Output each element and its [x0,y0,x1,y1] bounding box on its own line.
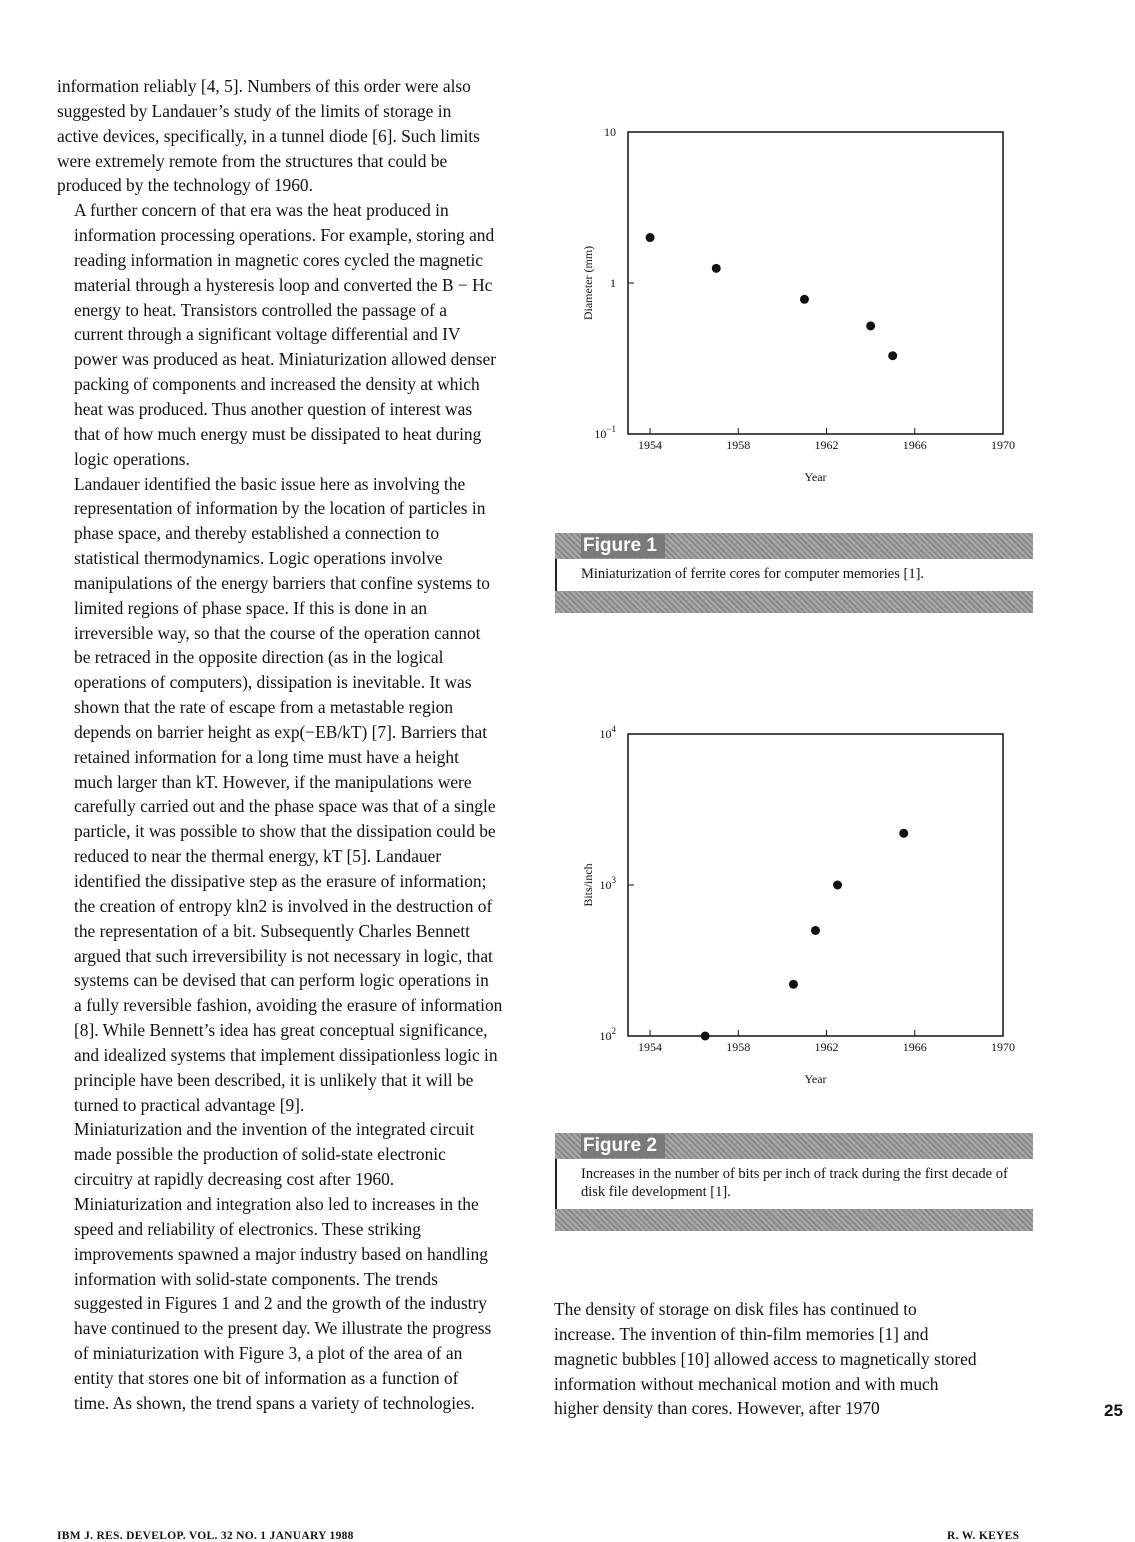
text-line: circuitry at rapidly decreasing cost after 1960. [74,1169,395,1190]
text-line: that of how much energy must be dissipated to heat during [74,423,482,444]
text-line: higher density than cores. However, after 1970 [554,1398,880,1419]
text-line: made possible the production of solid-state electronic [74,1144,446,1165]
y-tick-exponent: 4 [611,724,616,734]
figure-1-caption: Miniaturization of ferrite cores for computer memories [1]. [555,559,1033,591]
text-line: manipulations of the energy barriers that confine systems to [74,572,490,593]
body-paragraph [57,472,533,1118]
text-line: carefully carried out and the phase space was that of a single [74,796,496,817]
y-axis-label: Diameter (mm) [581,245,595,321]
text-line: time. As shown, the trend spans a variety of technologies. [74,1392,475,1413]
journal-footer: IBM J. RES. DEVELOP. VOL. 32 NO. 1 JANUARY 1988 [57,1530,354,1542]
y-tick-label [610,276,616,290]
text-line: reading information in magnetic cores cycled the magnetic [74,249,484,270]
text-line: packing of components and increased the density at which [74,374,480,395]
y-tick-exponent: −1 [606,424,616,434]
text-line: argued that such irreversibility is not necessary in logic, that [74,945,493,966]
text-line: statistical thermodynamics. Logic operations involve [74,548,443,569]
x-tick-label: 1958 [726,1040,751,1054]
text-line: The density of storage on disk files has continued to [554,1299,917,1319]
x-tick-label: 1962 [814,1040,839,1054]
text-line: speed and reliability of electronics. These striking [74,1218,421,1239]
text-line: depends on barrier height as exp(−EB/kT) [7]. Barriers that [74,721,488,742]
x-tick-label: 1954 [638,438,663,452]
text-line: principle have been described, it is unlikely that it will be [74,1069,474,1090]
text-line: heat was produced. Thus another question of interest was [74,398,473,419]
text-line: suggested by Landauer’s study of the limits of storage in [57,100,452,121]
x-tick-label: 1958 [726,438,751,452]
figure-1-chart [555,120,1033,495]
y-tick-label [594,424,616,441]
figure-1 [555,120,1033,613]
text-line: information with solid-state components. The trends [74,1268,438,1289]
text-line: limited regions of phase space. If this is done in an [74,597,428,618]
figure-2-caption-bar [555,1209,1033,1231]
text-line: operations of computers), dissipation is inevitable. It was [74,672,472,693]
text-line: shown that the rate of escape from a metastable region [74,697,454,718]
body-paragraph [57,74,533,198]
x-tick-label: 1970 [991,438,1015,452]
text-line: retained information for a long time must have a height [74,746,459,767]
text-line: irreversible way, so that the course of the operation cannot [74,622,481,643]
text-line: suggested in Figures 1 and 2 and the growth of the industry [74,1293,487,1314]
x-tick-label: 1966 [902,1040,927,1054]
y-tick-base: 10 [594,427,607,441]
text-line: of miniaturization with Figure 3, a plot of the area of an [74,1343,463,1364]
figure-1-label: Figure 1 [581,534,665,558]
text-line: phase space, and thereby established a connection to [74,523,440,544]
y-tick-label [604,125,616,139]
y-tick-exponent: 3 [611,875,616,885]
text-line: logic operations. [74,448,190,469]
figure-2-caption: Increases in the number of bits per inch of track during the first decade of disk file development [1]. [555,1159,1033,1209]
text-line: Miniaturization and the invention of the integrated circuit [74,1119,475,1140]
text-line: representation of information by the location of particles in [74,498,486,519]
y-tick-exponent: 2 [611,1026,616,1036]
text-line: identified the dissipative step as the erasure of information; [74,871,487,891]
y-tick-label [600,724,617,741]
plot-frame [628,132,1003,434]
data-point [701,1032,710,1041]
y-tick-base: 10 [599,1029,612,1043]
data-point [800,295,809,304]
text-line: turned to practical advantage [9]. [74,1094,305,1115]
data-point [646,233,655,242]
text-line: energy to heat. Transistors controlled the passage of a [74,299,448,320]
x-tick-label: 1966 [902,438,927,452]
y-tick-label [600,1026,617,1043]
text-line: information without mechanical motion and with much [554,1373,939,1394]
y-tick-base: 10 [599,727,612,741]
page-number: 25 [1104,1401,1123,1420]
text-line: magnetic bubbles [10] allowed access to magnetically stored [554,1348,977,1369]
figure-2 [555,722,1033,1231]
body-paragraph [57,1117,533,1415]
author-footer: R. W. KEYES [947,1530,1020,1542]
text-line: reduced to near the thermal energy, kT [5]. Landauer [74,846,442,867]
plot-frame [628,734,1003,1036]
text-line: power was produced as heat. Miniaturization allowed denser [74,349,497,370]
x-tick-label: 1970 [991,1040,1015,1054]
right-column [554,1297,1034,1421]
x-axis-label: Year [804,1072,827,1086]
figure-2-chart [555,722,1033,1097]
data-point [866,321,875,330]
x-axis-label: Year [804,470,827,484]
text-line: information processing operations. For example, storing and [74,225,495,246]
text-line: the creation of entropy kln2 is involved in the destruction of [74,895,493,916]
text-line: a fully reversible fashion, avoiding the erasure of information [74,995,503,1016]
text-line: information reliably [4, 5]. Numbers of this order were also [57,76,471,96]
figure-2-label-bar [555,1133,1033,1159]
text-line: produced by the technology of 1960. [57,175,313,196]
text-line: systems can be devised that can perform logic operations in [74,970,489,991]
text-line: Miniaturization and integration also led to increases in the [74,1193,479,1214]
body-paragraph [554,1297,1034,1421]
y-tick-base: 10 [599,878,612,892]
text-line: be retraced in the opposite direction (as in the logical [74,647,444,668]
text-line: particle, it was possible to show that the dissipation could be [74,821,496,842]
text-line: material through a hysteresis loop and converted the B − Hc [74,274,493,295]
text-line: increase. The invention of thin-film memories [1] and [554,1323,929,1344]
left-column [57,74,533,1416]
figure-2-label: Figure 2 [581,1134,665,1158]
text-line: much larger than kT. However, if the manipulations were [74,771,472,792]
text-line: the representation of a bit. Subsequently Charles Bennett [74,920,471,941]
text-line: Landauer identified the basic issue here as involving the [74,473,466,494]
text-line: and idealized systems that implement dissipationless logic in [74,1044,498,1065]
y-tick-label [600,875,617,892]
data-point [712,264,721,273]
text-line: entity that stores one bit of information as a function of [74,1367,459,1388]
data-point [888,351,897,360]
data-point [789,980,798,989]
text-line: have continued to the present day. We illustrate the progress [74,1318,492,1339]
text-line: [8]. While Bennett’s idea has great conceptual significance, [74,1020,488,1041]
data-point [833,881,842,890]
x-tick-label: 1954 [638,1040,663,1054]
text-line: A further concern of that era was the heat produced in [74,200,449,221]
text-line: current through a significant voltage differential and IV [74,324,461,345]
body-paragraph [57,198,533,471]
x-tick-label: 1962 [814,438,839,452]
y-tick-base: 1 [610,276,616,290]
y-tick-base: 10 [604,125,616,139]
text-line: active devices, specifically, in a tunnel diode [6]. Such limits [57,125,480,146]
text-line: improvements spawned a major industry based on handling [74,1243,488,1264]
data-point [899,829,908,838]
figure-1-caption-bar [555,591,1033,613]
y-axis-label: Bits/inch [581,863,595,907]
data-point [811,926,820,935]
text-line: were extremely remote from the structures that could be [57,150,448,171]
figure-1-label-bar [555,533,1033,559]
